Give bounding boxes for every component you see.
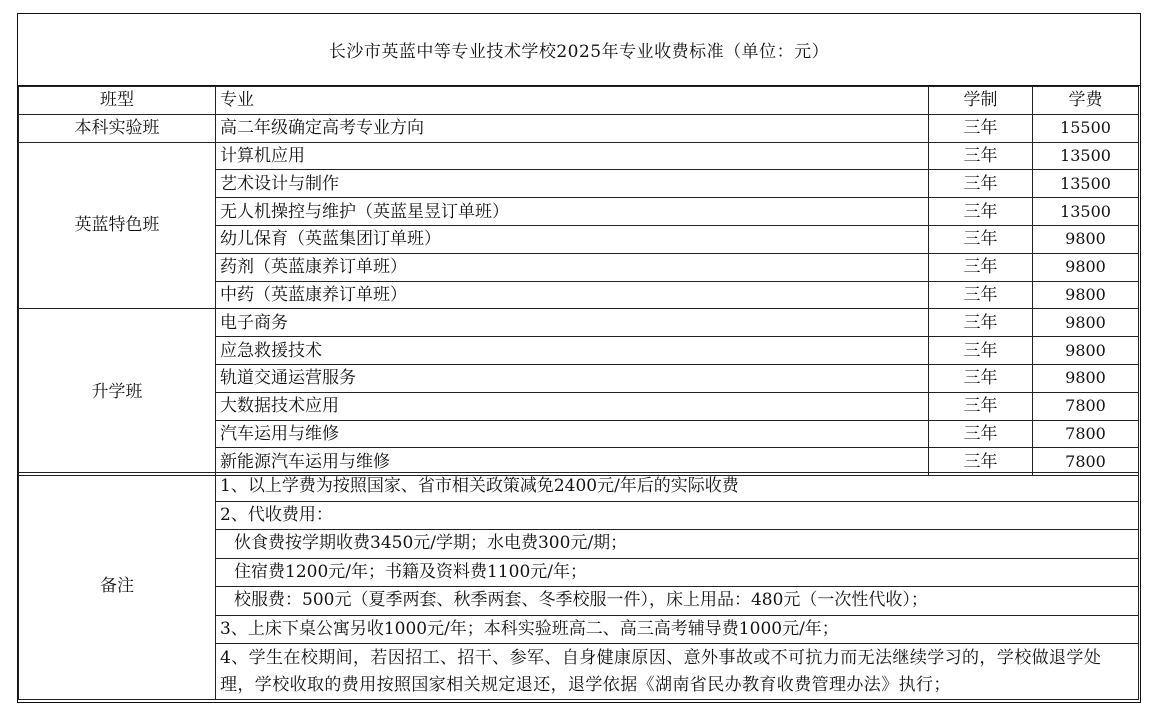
duration: 三年: [929, 281, 1033, 309]
duration: 三年: [929, 225, 1033, 253]
major-name: 中药（英蓝康养订单班）: [216, 281, 929, 309]
tuition: 13500: [1033, 142, 1139, 170]
major-name: 汽车运用与维修: [216, 420, 929, 448]
header-major: 专业: [216, 87, 929, 115]
major-name: 无人机操控与维护（英蓝星昱订单班）: [216, 198, 929, 226]
page-title: 长沙市英蓝中等专业技术学校2025年专业收费标准（单位：元）: [18, 14, 1140, 86]
tuition: 9800: [1033, 364, 1139, 392]
remark-line: 4、学生在校期间，若因招工、招干、参军、自身健康原因、意外事故或不可抗力而无法继续学习的，学校做退学处理，学校收取的费用按照国家相关规定退还，退学依据《湖南省民办教育收费管理办法》执行；: [216, 644, 1139, 700]
duration: 三年: [929, 364, 1033, 392]
duration: 三年: [929, 448, 1033, 476]
tuition: 13500: [1033, 198, 1139, 226]
duration: 三年: [929, 337, 1033, 365]
tuition: 9800: [1033, 253, 1139, 281]
header-type: 班型: [19, 87, 216, 115]
remark-row: [19, 473, 1139, 502]
tuition: 9800: [1033, 337, 1139, 365]
remarks-table: [18, 472, 1139, 700]
remark-line: 校服费：500元（夏季两套、秋季两套、冬季校服一件），床上用品：480元（一次性代收）；: [216, 587, 1139, 616]
header-years: 学制: [929, 87, 1033, 115]
duration: 三年: [929, 253, 1033, 281]
major-name: 大数据技术应用: [216, 392, 929, 420]
table-row: [19, 142, 1139, 170]
remarks-label: 备注: [19, 473, 216, 700]
duration: 三年: [929, 170, 1033, 198]
header-fee: 学费: [1033, 87, 1139, 115]
tuition: 9800: [1033, 281, 1139, 309]
duration: 三年: [929, 198, 1033, 226]
major-name: 轨道交通运营服务: [216, 364, 929, 392]
major-name: 计算机应用: [216, 142, 929, 170]
table-row: [19, 114, 1139, 142]
header-row: [19, 87, 1139, 115]
tuition: 9800: [1033, 309, 1139, 337]
table-row: [19, 309, 1139, 337]
tuition: 13500: [1033, 170, 1139, 198]
duration: 三年: [929, 114, 1033, 142]
major-name: 幼儿保育（英蓝集团订单班）: [216, 225, 929, 253]
major-name: 艺术设计与制作: [216, 170, 929, 198]
major-name: 新能源汽车运用与维修: [216, 448, 929, 476]
major-name: 药剂（英蓝康养订单班）: [216, 253, 929, 281]
remark-line: 1、以上学费为按照国家、省市相关政策减免2400元/年后的实际收费: [216, 473, 1139, 502]
fee-table: [18, 86, 1139, 476]
duration: 三年: [929, 392, 1033, 420]
tuition: 7800: [1033, 420, 1139, 448]
tuition: 15500: [1033, 114, 1139, 142]
major-name: 高二年级确定高考专业方向: [216, 114, 929, 142]
duration: 三年: [929, 420, 1033, 448]
major-name: 应急救援技术: [216, 337, 929, 365]
class-type: 升学班: [19, 309, 216, 476]
remark-line: 伙食费按学期收费3450元/学期；水电费300元/期；: [216, 530, 1139, 559]
remark-line: 3、上床下桌公寓另收1000元/年；本科实验班高二、高三高考辅导费1000元/年；: [216, 615, 1139, 644]
tuition: 9800: [1033, 225, 1139, 253]
fee-sheet: [17, 13, 1141, 703]
tuition: 7800: [1033, 392, 1139, 420]
major-name: 电子商务: [216, 309, 929, 337]
remark-line: 住宿费1200元/年；书籍及资料费1100元/年；: [216, 558, 1139, 587]
class-type: 英蓝特色班: [19, 142, 216, 309]
remark-line: 2、代收费用：: [216, 501, 1139, 530]
tuition: 7800: [1033, 448, 1139, 476]
duration: 三年: [929, 309, 1033, 337]
duration: 三年: [929, 142, 1033, 170]
class-type: 本科实验班: [19, 114, 216, 142]
